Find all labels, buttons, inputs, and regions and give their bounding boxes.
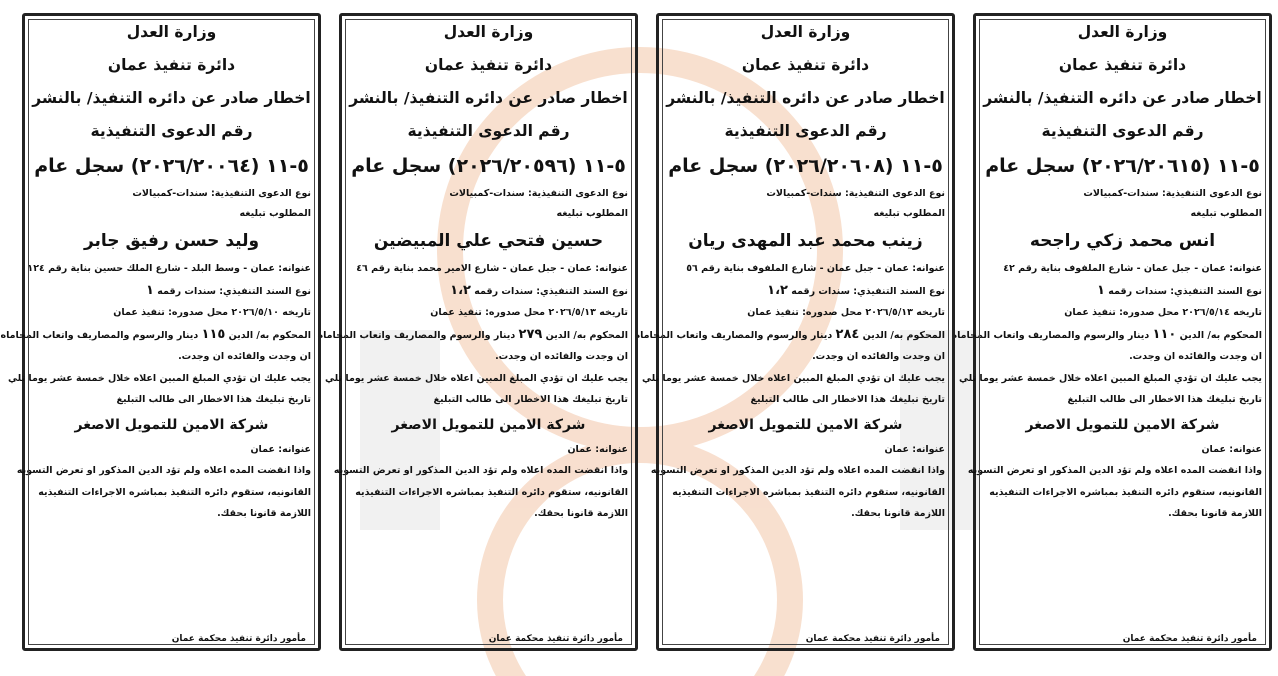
notice-title: اخطار صادر عن دائره التنفيذ/ بالنشر — [983, 89, 1262, 107]
bond-number: ١،٢ — [450, 282, 471, 298]
company-address: عنوانه: عمان — [884, 443, 945, 455]
company-address: عنوانه: عمان — [250, 443, 311, 455]
pay-line-2: تاريخ تبليغك هذا الاخطار الى طالب التبليغ — [1067, 394, 1262, 405]
warning-line-1: واذا انقضت المده اعلاه ولم تؤد الدين المذكور او تعرض التسويه — [650, 465, 945, 476]
case-type: نوع الدعوى التنفيذية: سندات-كمبيالات — [766, 188, 945, 199]
bond-type-line — [983, 280, 1262, 303]
debt-line — [951, 324, 1262, 347]
case-number: ٥-١١ (٢٠٢٦/٢٠٥٩٦) سجل عام — [351, 155, 626, 177]
bond-number: ١ — [1097, 282, 1105, 298]
warning-line-2: القانونيه، ستقوم دائره التنفيذ بمباشره الاجراءات التنفيذيه — [38, 486, 311, 498]
debt-suffix: دينار والرسوم والمصاريف واتعاب المحاماه — [317, 329, 516, 341]
warning-line-1: واذا انقضت المده اعلاه ولم تؤد الدين المذكور او تعرض التسويه — [16, 465, 311, 476]
debt-amount: ١١٥ — [201, 326, 226, 342]
bond-type-label: نوع السند التنفيذي: سندات رقمه — [1108, 285, 1262, 297]
interest-line: ان وجدت والفائده ان وجدت. — [1129, 351, 1262, 362]
company-name: شركة الامين للتمويل الاصغر — [74, 416, 269, 433]
debt-prefix: المحكوم به/ الدين — [545, 329, 628, 341]
date-line: تاريخه ٢٠٢٦/٥/١٣ محل صدوره: تنفيذ عمان — [430, 307, 628, 318]
debt-suffix: دينار والرسوم والمصاريف واتعاب المحاماه — [634, 329, 833, 341]
notice-card — [951, 13, 1272, 651]
interest-line: ان وجدت والفائده ان وجدت. — [495, 351, 628, 362]
debt-line — [0, 324, 311, 347]
warning-line-3: اللازمة قانونا بحقك. — [851, 508, 945, 519]
warning-line-1: واذا انقضت المده اعلاه ولم تؤد الدين المذكور او تعرض التسويه — [333, 465, 628, 476]
department-heading: دائرة تنفيذ عمان — [107, 56, 236, 74]
notice-card — [634, 13, 955, 651]
warning-line-3: اللازمة قانونا بحقك. — [1168, 508, 1262, 519]
case-label: رقم الدعوى التنفيذية — [407, 122, 570, 140]
case-label: رقم الدعوى التنفيذية — [1041, 122, 1204, 140]
warning-line-2: القانونيه، ستقوم دائره التنفيذ بمباشره الاجراءات التنفيذيه — [355, 486, 628, 498]
ministry-heading: وزارة العدل — [126, 23, 217, 41]
pay-line-1: يجب عليك ان تؤدي المبلغ المبين اعلاه خلال خمسة عشر يوما تلي — [959, 372, 1262, 384]
case-type: نوع الدعوى التنفيذية: سندات-كمبيالات — [1083, 188, 1262, 199]
footer-signature: مأمور دائرة تنفيذ محكمة عمان — [805, 634, 940, 644]
interest-line: ان وجدت والفائده ان وجدت. — [178, 351, 311, 362]
debt-prefix: المحكوم به/ الدين — [862, 329, 945, 341]
required-label: المطلوب تبليغه — [239, 208, 311, 219]
person-name: زينب محمد عبد المهدى ريان — [688, 231, 923, 251]
required-label: المطلوب تبليغه — [556, 208, 628, 219]
warning-line-2: القانونيه، ستقوم دائره التنفيذ بمباشره الاجراءات التنفيذيه — [989, 486, 1262, 498]
date-line: تاريخه ٢٠٢٦/٥/١٤ محل صدوره: تنفيذ عمان — [1064, 307, 1262, 318]
warning-line-2: القانونيه، ستقوم دائره التنفيذ بمباشره الاجراءات التنفيذيه — [672, 486, 945, 498]
case-number: ٥-١١ (٢٠٢٦/٢٠٦١٥) سجل عام — [985, 155, 1260, 177]
bond-number: ١،٢ — [767, 282, 788, 298]
address-line: عنوانه: عمان - جبل عمان - شارع الملفوف بناية رقم ٥٦ — [686, 263, 945, 274]
person-name: حسين فتحي علي المبيضين — [373, 231, 604, 251]
interest-line: ان وجدت والفائده ان وجدت. — [812, 351, 945, 362]
ministry-heading: وزارة العدل — [443, 23, 534, 41]
footer-signature: مأمور دائرة تنفيذ محكمة عمان — [171, 634, 306, 644]
debt-line — [317, 324, 628, 347]
debt-amount: ١١٠ — [1152, 326, 1177, 342]
date-line: تاريخه ٢٠٢٦/٥/١٠ محل صدوره: تنفيذ عمان — [113, 307, 311, 318]
pay-line-2: تاريخ تبليغك هذا الاخطار الى طالب التبليغ — [116, 394, 311, 405]
pay-line-1: يجب عليك ان تؤدي المبلغ المبين اعلاه خلال خمسة عشر يوما تلي — [642, 372, 945, 384]
case-type: نوع الدعوى التنفيذية: سندات-كمبيالات — [132, 188, 311, 199]
pay-line-1: يجب عليك ان تؤدي المبلغ المبين اعلاه خلال خمسة عشر يوما تلي — [8, 372, 311, 384]
company-name: شركة الامين للتمويل الاصغر — [1025, 416, 1220, 433]
bond-number: ١ — [146, 282, 154, 298]
notice-card — [0, 13, 321, 651]
notice-title: اخطار صادر عن دائره التنفيذ/ بالنشر — [32, 89, 311, 107]
address-line: عنوانه: عمان - جبل عمان - شارع الامير محمد بناية رقم ٤٦ — [356, 263, 628, 274]
department-heading: دائرة تنفيذ عمان — [424, 56, 553, 74]
company-name: شركة الامين للتمويل الاصغر — [708, 416, 903, 433]
company-address: عنوانه: عمان — [567, 443, 628, 455]
ministry-heading: وزارة العدل — [760, 23, 851, 41]
department-heading: دائرة تنفيذ عمان — [741, 56, 870, 74]
required-label: المطلوب تبليغه — [1190, 208, 1262, 219]
ministry-heading: وزارة العدل — [1077, 23, 1168, 41]
debt-amount: ٢٨٤ — [835, 326, 860, 342]
warning-line-3: اللازمة قانونا بحقك. — [534, 508, 628, 519]
debt-line — [634, 324, 945, 347]
person-name: انس محمد زكي راجحه — [1029, 231, 1216, 251]
footer-signature: مأمور دائرة تنفيذ محكمة عمان — [1122, 634, 1257, 644]
warning-line-1: واذا انقضت المده اعلاه ولم تؤد الدين المذكور او تعرض التسويه — [967, 465, 1262, 476]
required-label: المطلوب تبليغه — [873, 208, 945, 219]
pay-line-2: تاريخ تبليغك هذا الاخطار الى طالب التبليغ — [750, 394, 945, 405]
company-name: شركة الامين للتمويل الاصغر — [391, 416, 586, 433]
pay-line-1: يجب عليك ان تؤدي المبلغ المبين اعلاه خلال خمسة عشر يوما تلي — [325, 372, 628, 384]
case-label: رقم الدعوى التنفيذية — [90, 122, 253, 140]
case-number: ٥-١١ (٢٠٢٦/٢٠٦٠٨) سجل عام — [668, 155, 943, 177]
case-number: ٥-١١ (٢٠٢٦/٢٠٠٦٤) سجل عام — [34, 155, 309, 177]
footer-signature: مأمور دائرة تنفيذ محكمة عمان — [488, 634, 623, 644]
debt-suffix: دينار والرسوم والمصاريف واتعاب المحاماه — [951, 329, 1150, 341]
bond-type-label: نوع السند التنفيذي: سندات رقمه — [157, 285, 311, 297]
company-address: عنوانه: عمان — [1201, 443, 1262, 455]
case-type: نوع الدعوى التنفيذية: سندات-كمبيالات — [449, 188, 628, 199]
bond-type-line — [32, 280, 311, 303]
debt-amount: ٢٧٩ — [518, 326, 543, 342]
department-heading: دائرة تنفيذ عمان — [1058, 56, 1187, 74]
notice-title: اخطار صادر عن دائره التنفيذ/ بالنشر — [666, 89, 945, 107]
bond-type-label: نوع السند التنفيذي: سندات رقمه — [474, 285, 628, 297]
address-line: عنوانه: عمان - جبل عمان - شارع الملفوف بناية رقم ٤٢ — [1003, 263, 1262, 274]
bond-type-line — [349, 280, 628, 303]
notice-title: اخطار صادر عن دائره التنفيذ/ بالنشر — [349, 89, 628, 107]
debt-prefix: المحكوم به/ الدين — [228, 329, 311, 341]
debt-suffix: دينار والرسوم والمصاريف واتعاب المحاماه — [0, 329, 199, 341]
bond-type-line — [666, 280, 945, 303]
date-line: تاريخه ٢٠٢٦/٥/١٣ محل صدوره: تنفيذ عمان — [747, 307, 945, 318]
bond-type-label: نوع السند التنفيذي: سندات رقمه — [791, 285, 945, 297]
warning-line-3: اللازمة قانونا بحقك. — [217, 508, 311, 519]
person-name: وليد حسن رفيق جابر — [83, 231, 260, 251]
notice-card — [317, 13, 638, 651]
pay-line-2: تاريخ تبليغك هذا الاخطار الى طالب التبليغ — [433, 394, 628, 405]
address-line: عنوانه: عمان - وسط البلد - شارع الملك حسين بناية رقم ١٢٤ — [27, 263, 311, 274]
case-label: رقم الدعوى التنفيذية — [724, 122, 887, 140]
debt-prefix: المحكوم به/ الدين — [1179, 329, 1262, 341]
